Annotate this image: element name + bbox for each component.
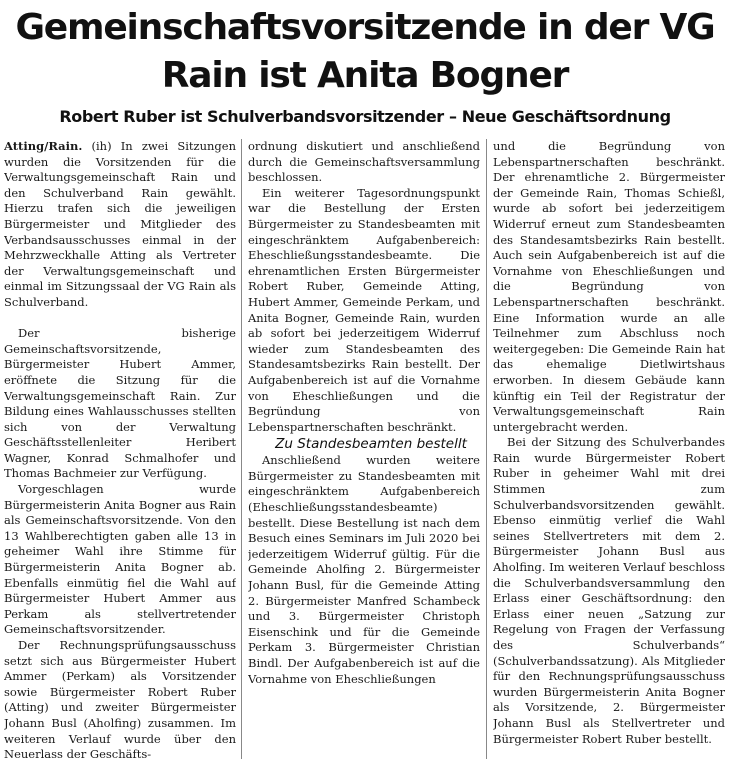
article-column-3 — [493, 139, 725, 767]
paragraph-text: (ih) In zwei Sitzungen wurden die Vorsitzenden für die Verwaltungsgemeinschaft Rain und den Schulverband Rain gewählt. Hierzu trafen sich die jeweiligen Bürgermeister und Mitglieder des Verbandsausschusses einmal in der Mehrzweckhalle Atting als Vertreter der Verwaltungsgemeinschaft und einmal im Sitzungssaal der VG Rain als Schulverband. — [4, 139, 236, 309]
article-column-1 — [4, 139, 236, 767]
paragraph: ordnung diskutiert und anschließend durch die Gemeinschaftsversammlung beschlossen. — [248, 139, 480, 185]
paragraph: Der bisherige Gemeinschaftsvorsitzende, Bürgermeister Hubert Ammer, eröffnete die Sitzung für die Verwaltungsgemeinschaft Rain. Zur Bildung eines Wahlausschusses stellten sich von der Verwaltung Geschäftsstellenleiter Heribert Wagner, Konrad Schmalhofer und Thomas Bachmeier zur Verfügung. — [4, 326, 236, 481]
paragraph: und die Begründung von Lebenspartnerschaften beschränkt. Der ehrenamtliche 2. Bürgermeister der Gemeinde Rain, Thomas Schießl, wurde ab sofort bei jederzeitigem Widerruf erneut zum Standesbeamten des Standesamtsbezirks Rain bestellt. Auch sein Aufgabenbereich ist auf die Vornahme von Eheschließungen und die Begründung von Lebenspartnerschaften beschränkt. Eine Information wurde an alle Teilnehmer zum Abschluss noch weitergegeben: Die Gemeinde Rain hat das ehemalige Dietlwirtshaus erworben. In diesem Gebäude kann künftig ein Teil der Registratur der Verwaltungsgemeinschaft Rain untergebracht werden. — [493, 139, 725, 434]
column-divider — [486, 139, 487, 759]
subtitle: Robert Ruber ist Schulverbandsvorsitzender – Neue Geschäftsordnung — [59, 107, 671, 126]
dateline: Atting/Rain. — [4, 139, 83, 153]
paragraph: Ein weiterer Tagesordnungspunkt war die Bestellung der Ersten Bürgermeister zu Standesbeamten mit eingeschränktem Aufgabenbereich: Eheschließungsstandesbeamte. Die ehrenamtlichen Ersten Bürgermeister Robert Ruber, Gemeinde Atting, Hubert Ammer, Gemeinde Perkam, und Anita Bogner, Gemeinde Rain, wurden ab sofort bei jederzeitigem Widerruf wieder zum Standesbeamten des Standesamtsbezirks Rain bestellt. Der Aufgabenbereich ist auf die Vornahme von Eheschließungen und die Begründung von Lebenspartnerschaften beschränkt. — [248, 185, 480, 434]
paragraph: Vorgeschlagen wurde Bürgermeisterin Anita Bogner aus Rain als Gemeinschaftsvorsitzende. Von den 13 Wahlberechtigten gaben alle 13 in geheimer Wahl ihre Stimme für Bürgermeisterin Anita Bogner ab. Ebenfalls einmütig fiel die Wahl auf Bürgermeister Hubert Ammer aus Perkam als stellvertretender Gemeinschaftsvorsitzender. — [4, 482, 236, 637]
article-column-2 — [248, 139, 480, 767]
column-divider — [241, 139, 242, 759]
paragraph: Anschließend wurden weitere Bürgermeister zu Standesbeamten mit eingeschränktem Aufgabenbereich (Eheschließungsstandesbeamte) bestellt. Diese Bestellung ist nach dem Besuch eines Seminars im Juli 2020 bei jederzeitigem Widerruf gültig. Für die Gemeinde Aholfing 2. Bürgermeister Johann Busl, für die Gemeinde Atting 2. Bürgermeister Manfred Schambeck und 3. Bürgermeister Christoph Eisenschink und für die Gemeinde Perkam 3. Bürgermeister Christian Bindl. Der Aufgabenbereich ist auf die Vornahme von Eheschließungen — [248, 453, 480, 686]
paragraph — [4, 139, 236, 311]
headline: Gemeinschaftsvorsitzende in der VG Rain ist Anita Bogner — [15, 7, 715, 96]
paragraph: Bei der Sitzung des Schulverbandes Rain wurde Bürgermeister Robert Ruber in geheimer Wahl mit drei Stimmen zum Schulverbandsvorsitzenden gewählt. Ebenso einmütig verlief die Wahl seines Stellvertreters mit dem 2. Bürgermeister Johann Busl aus Aholfing. Im weiteren Verlauf beschloss die Schulverbandsversammlung den Erlass einer Geschäftsordnung: den Erlass einer neuen „Satzung zur Regelung von Fragen der Verfassung des Schulverbands“ (Schulverbandssatzung). Als Mitglieder für den Rechnungsprüfungsausschuss wurden Bürgermeisterin Anita Bogner als Vorsitzende, 2. Bürgermeister Johann Busl als Stellvertreter und Bürgermeister Robert Ruber bestellt. — [493, 435, 725, 746]
section-subheading: Zu Standesbeamten bestellt — [275, 436, 467, 453]
paragraph: Der Rechnungsprüfungsausschuss setzt sich aus Bürgermeister Hubert Ammer (Perkam) als Vorsitzender sowie Bürgermeister Robert Ruber (Atting) und zweiter Bürgermeister Johann Busl (Aholfing) zusammen. Im weiteren Verlauf wurde über den Neuerlass der Geschäfts- — [4, 638, 236, 762]
